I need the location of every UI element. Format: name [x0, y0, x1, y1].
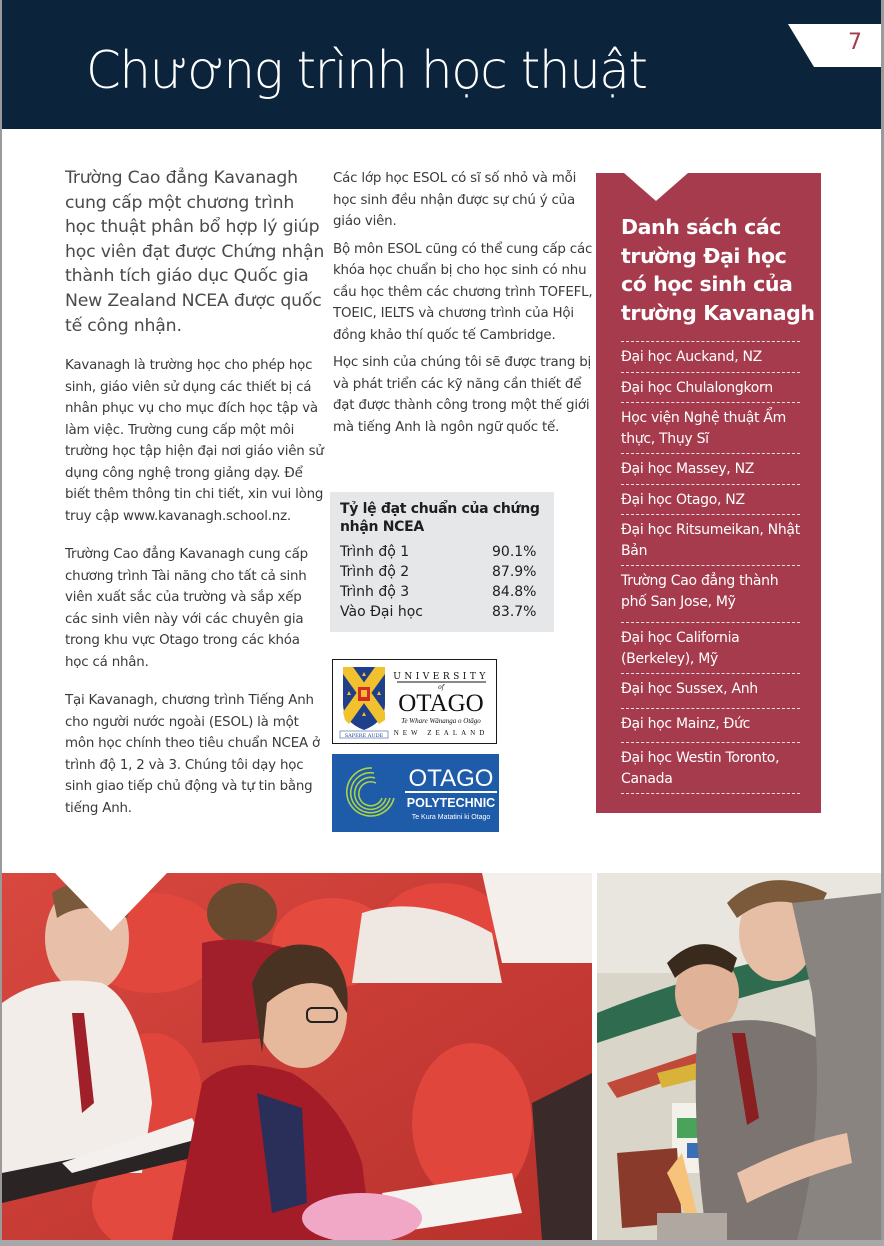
page-number: 7	[848, 30, 862, 55]
universities-sidebar	[596, 173, 821, 813]
university-item: Đại học Otago, NZ	[621, 484, 800, 515]
svg-text:of: of	[438, 684, 444, 691]
stats-value: 84.8%	[492, 584, 537, 600]
svg-text:Te Whare Wānanga o Otāgo: Te Whare Wānanga o Otāgo	[401, 717, 481, 725]
page-border-bottom	[0, 1240, 884, 1246]
paragraph-devices: Kavanagh là trường học cho phép học sinh, giáo viên sử dụng các thiết bị cá nhân phục vụ cho mục đích học tập và làm việc. Trường cung cấp một môi trường học tập hiện đại nơi giáo viên sử dụng công nghệ trong giảng dạy. Để biết thêm thông tin chi tiết, xin vui lòng truy cập www.kavanagh.school.nz.	[65, 358, 324, 524]
paragraph-esol-prep: Bộ môn ESOL cũng có thể cung cấp các khóa học chuẩn bị cho học sinh có nhu cầu học thêm các chương trình TOFEFL, TOEIC, IELTS và chương trình của Hội đồng khảo thí quốc tế Cambridge.	[333, 241, 593, 343]
stats-row	[340, 542, 545, 562]
stats-title: Tỷ lệ đạt chuẩn của chứng nhận NCEA	[340, 501, 540, 535]
stats-row	[340, 582, 545, 602]
sidebar-title: Danh sách các trường Đại học có học sinh của trường Kavanagh	[621, 215, 815, 325]
lead-paragraph: Trường Cao đẳng Kavanagh cung cấp một chương trình học thuật phân bổ hợp lý giúp học viên đạt được Chứng nhận thành tích giáo dục Quốc gia New Zealand NCEA được quốc tế công nhận.	[65, 168, 325, 336]
science-lab-photo	[597, 873, 881, 1240]
photo-notch-icon	[55, 873, 167, 931]
intro-column	[65, 166, 327, 836]
university-item: Đại học Ritsumeikan, Nhật Bản	[621, 514, 800, 565]
paragraph-esol: Tại Kavanagh, chương trình Tiếng Anh cho người nước ngoài (ESOL) là một môn học chính theo tiêu chuẩn NCEA ở trình độ 1, 2 và 3. Chúng tôi dạy học sinh giao tiếp chủ động và tự tin bằng tiếng Anh.	[65, 693, 320, 816]
paragraph-talent: Trường Cao đẳng Kavanagh cung cấp chương trình Tài năng cho tất cả sinh viên xuất sắc của trường và sắp xếp các sinh viên này với các chuyên gia trong khu vực Otago trong các khóa học cá nhân.	[65, 547, 308, 670]
otago-crest-icon	[333, 660, 496, 743]
polytechnic-spiral-icon	[332, 754, 499, 832]
stats-row	[340, 602, 545, 622]
svg-text:OTAGO: OTAGO	[398, 690, 484, 717]
university-item: Học viện Nghệ thuật Ẩm thực, Thụy Sĩ	[621, 402, 800, 453]
esol-column	[333, 168, 593, 444]
page-title: Chương trình học thuật	[86, 41, 647, 101]
stats-value: 83.7%	[492, 604, 537, 620]
stats-value: 87.9%	[492, 564, 537, 580]
paragraph-skills: Học sinh của chúng tôi sẽ được trang bị và phát triển các kỹ năng cần thiết để đạt được thành công trong một thế giới mà tiếng Anh là ngôn ngữ quốc tế.	[333, 355, 592, 435]
university-item: Đại học California (Berkeley), Mỹ	[621, 622, 800, 673]
svg-text:NEW ZEALAND: NEW ZEALAND	[393, 729, 489, 737]
page-header	[2, 0, 881, 129]
stats-label: Trình độ 1	[340, 544, 410, 560]
svg-text:SAPERE AUDE: SAPERE AUDE	[344, 733, 384, 739]
university-list	[621, 341, 800, 794]
university-item: Đại học Westin Toronto, Canada	[621, 742, 800, 793]
university-item: Đại học Chulalongkorn	[621, 372, 800, 403]
stats-label: Vào Đại học	[340, 604, 423, 620]
stats-label: Trình độ 2	[340, 564, 410, 580]
university-item: Đại học Sussex, Anh	[621, 673, 800, 708]
otago-polytechnic-logo	[332, 754, 499, 832]
svg-text:UNIVERSITY: UNIVERSITY	[393, 672, 489, 682]
svg-text:Te Kura Matatini ki Otago: Te Kura Matatini ki Otago	[411, 814, 491, 821]
university-item: Đại học Mainz, Đức	[621, 708, 800, 743]
stats-row	[340, 562, 545, 582]
stats-value: 90.1%	[492, 544, 537, 560]
svg-text:OTAGO: OTAGO	[408, 765, 494, 792]
university-of-otago-logo	[332, 659, 497, 744]
university-item: Đại học Massey, NZ	[621, 453, 800, 484]
ncea-stats-box	[330, 492, 554, 632]
sidebar-notch-icon	[624, 173, 688, 201]
paragraph-esol-classes: Các lớp học ESOL có sĩ số nhỏ và mỗi học sinh đều nhận được sự chú ý của giáo viên.	[333, 171, 577, 229]
stats-label: Trình độ 3	[340, 584, 410, 600]
svg-text:POLYTECHNIC: POLYTECHNIC	[406, 796, 496, 810]
list-divider	[621, 793, 800, 794]
students-lab-image	[597, 873, 881, 1240]
university-item: Đại học Auckand, NZ	[621, 341, 800, 372]
university-item: Trường Cao đẳng thành phố San Jose, Mỹ	[621, 565, 800, 622]
